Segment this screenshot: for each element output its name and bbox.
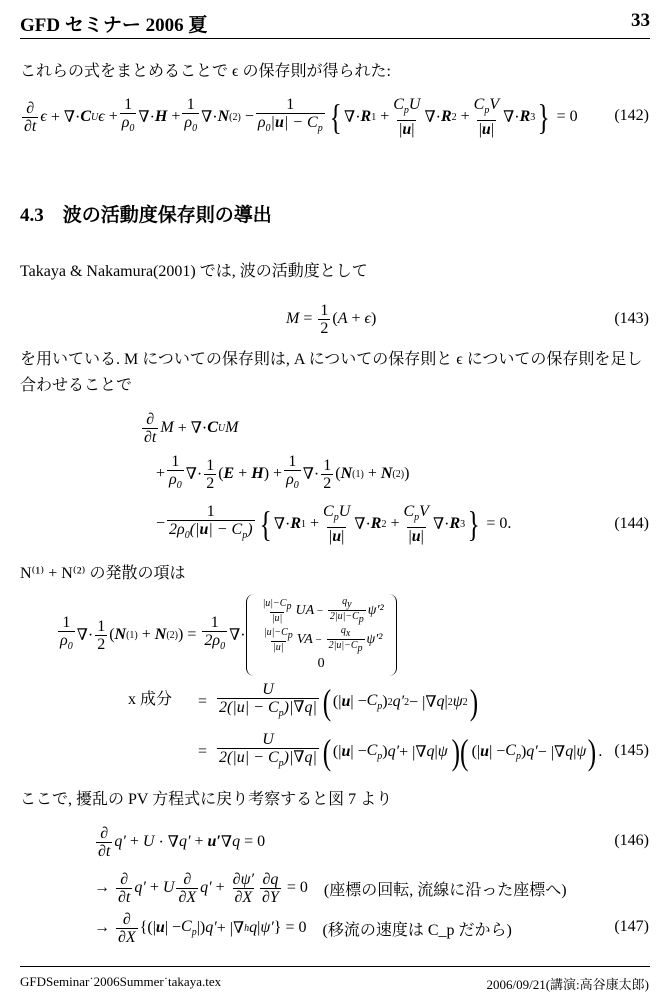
equation-142: $\frac{\partial}{\partial t}$ ϵ + ∇· C U ϵ + $\frac{1}{\rho_0}$ ∇· H + $\frac{1}{\rho_0}$ ∇· N (2) − $\frac{1}{\rho_0|u| - C_p}$ { ∇· R 1 + $\frac{C_pU}{|u|}$ ∇· R 2 + $\frac{C_pV}{|u|}$ ∇· R 3 } = 0 bbox=[24, 96, 578, 138]
paragraph-2-line-1: を用いている. M についての保存則は, A についての保存則と ϵ についての保存則を足し bbox=[20, 351, 643, 368]
equation-146-rotated: → $\frac{\partial}{\partial t}$ q′ + U $\frac{\partial}{\partial X}$ q′ + $\frac{\partial\psi'}{\partial X}$ $\frac{\partial q}{\partial Y}$ = 0 (座標の回転, 流線に沿った座標へ) bbox=[94, 870, 567, 906]
paragraph-2-line-2: 合わせることで bbox=[20, 377, 133, 394]
equation-144-line-1: $\frac{\partial}{\partial t}$ M + ∇· C U M bbox=[144, 410, 239, 446]
header-title: GFD セミナー 2006 夏 bbox=[20, 15, 208, 36]
eq-number-145: (145) bbox=[614, 742, 649, 759]
header-rule bbox=[20, 38, 650, 39]
vector-matrix: $\frac{|u|-C_p}{|u|}$ UA − $\frac{q_y}{2|u|-C_p}$ ψ′² $\frac{|u|-C_p}{|u|}$ VA − $\frac{q_x}{2|u|-C_p}$ ψ′² 0 bbox=[246, 594, 397, 676]
equation-145-line-2: = $\frac{U}{2(|u| - C_p)|\nabla q|}$ ( (| u | − $C_p$ ) 2 q′ 2 − |∇ q | 2 ψ 2 ) bbox=[198, 681, 478, 722]
equation-145-line-3: = $\frac{U}{2(|u| - C_p)|\nabla q|}$ ( (| u | − $C_p$ ) q′ + |∇ q | ψ )( (| u | − $C_p$ ) q′ − |∇ q | ψ ) . bbox=[198, 731, 603, 772]
intro-text: これらの式をまとめることで ϵ の保存則が得られた: bbox=[20, 63, 391, 80]
paragraph-3: N⁽¹⁾ + N⁽²⁾ の発散の項は bbox=[20, 565, 186, 582]
eq-number-144: (144) bbox=[614, 515, 649, 532]
page-header bbox=[20, 10, 650, 36]
section-heading bbox=[20, 200, 272, 227]
paragraph-1: Takaya & Nakamura(2001) では, 波の活動度として bbox=[20, 263, 368, 280]
paragraph-4: ここで, 擾乱の PV 方程式に戻り考察すると図 7 より bbox=[20, 791, 393, 808]
footer-left: GFDSeminar˙2006Summer˙takaya.tex bbox=[20, 974, 222, 989]
eq-number-146: (146) bbox=[614, 832, 649, 849]
footer-right: 2006/09/21(講演:高谷康太郎) bbox=[486, 977, 649, 992]
equation-144-line-3: − $\frac{1}{2\rho_0(|u| - C_p)}$ { ∇· R 1 + $\frac{C_pU}{|u|}$ ∇· R 2 + $\frac{C_pV}{|u|}$ ∇· R 3 } = 0. bbox=[156, 503, 512, 545]
x-component-label: x 成分 bbox=[128, 691, 173, 708]
footer-rule bbox=[20, 966, 650, 967]
equation-147: → $\frac{\partial}{\partial X}$ {(| u | − $C_p$ |) q′ + |∇ h q | ψ′ } = 0 (移流の速度は C_p だから) bbox=[94, 910, 512, 946]
section-number: 4.3 bbox=[20, 205, 44, 226]
eq-number-142: (142) bbox=[614, 107, 649, 124]
eq147-note: (移流の速度は C_p だから) bbox=[322, 921, 512, 939]
eq146-note: (座標の回転, 流線に沿った座標へ) bbox=[323, 881, 567, 899]
page-number: 33 bbox=[631, 10, 650, 31]
equation-144-line-2: + $\frac{1}{\rho_0}$ ∇· $\frac{1}{2}$ ( E + H ) + $\frac{1}{\rho_0}$ ∇· $\frac{1}{2}$ ( N (1) + N (2) ) bbox=[156, 452, 409, 496]
section-title: 波の活動度保存則の導出 bbox=[62, 205, 272, 226]
equation-145-line-1: $\frac{1}{\rho_0}$ ∇· $\frac{1}{2}$ ( N (1) + N (2) ) = $\frac{1}{2\rho_0}$ ∇· $\frac{|u|-C_p}{|u|}$ UA − $\frac{q_y}{2|u|-C_p}$ ψ′² $\frac{|u|-C_p}{|u|}$ VA − $\frac{q_x}{2|u|-C_p}$ ψ′² 0 bbox=[56, 592, 397, 678]
equation-143: M = $\frac{1}{2}$ ( A + ϵ ) bbox=[286, 301, 377, 337]
equation-146: $\frac{\partial}{\partial t}$ q′ + U · ∇ q′ + u′ ∇ q = 0 bbox=[98, 824, 266, 860]
eq-number-143: (143) bbox=[614, 310, 649, 327]
eq-number-147: (147) bbox=[614, 918, 649, 935]
